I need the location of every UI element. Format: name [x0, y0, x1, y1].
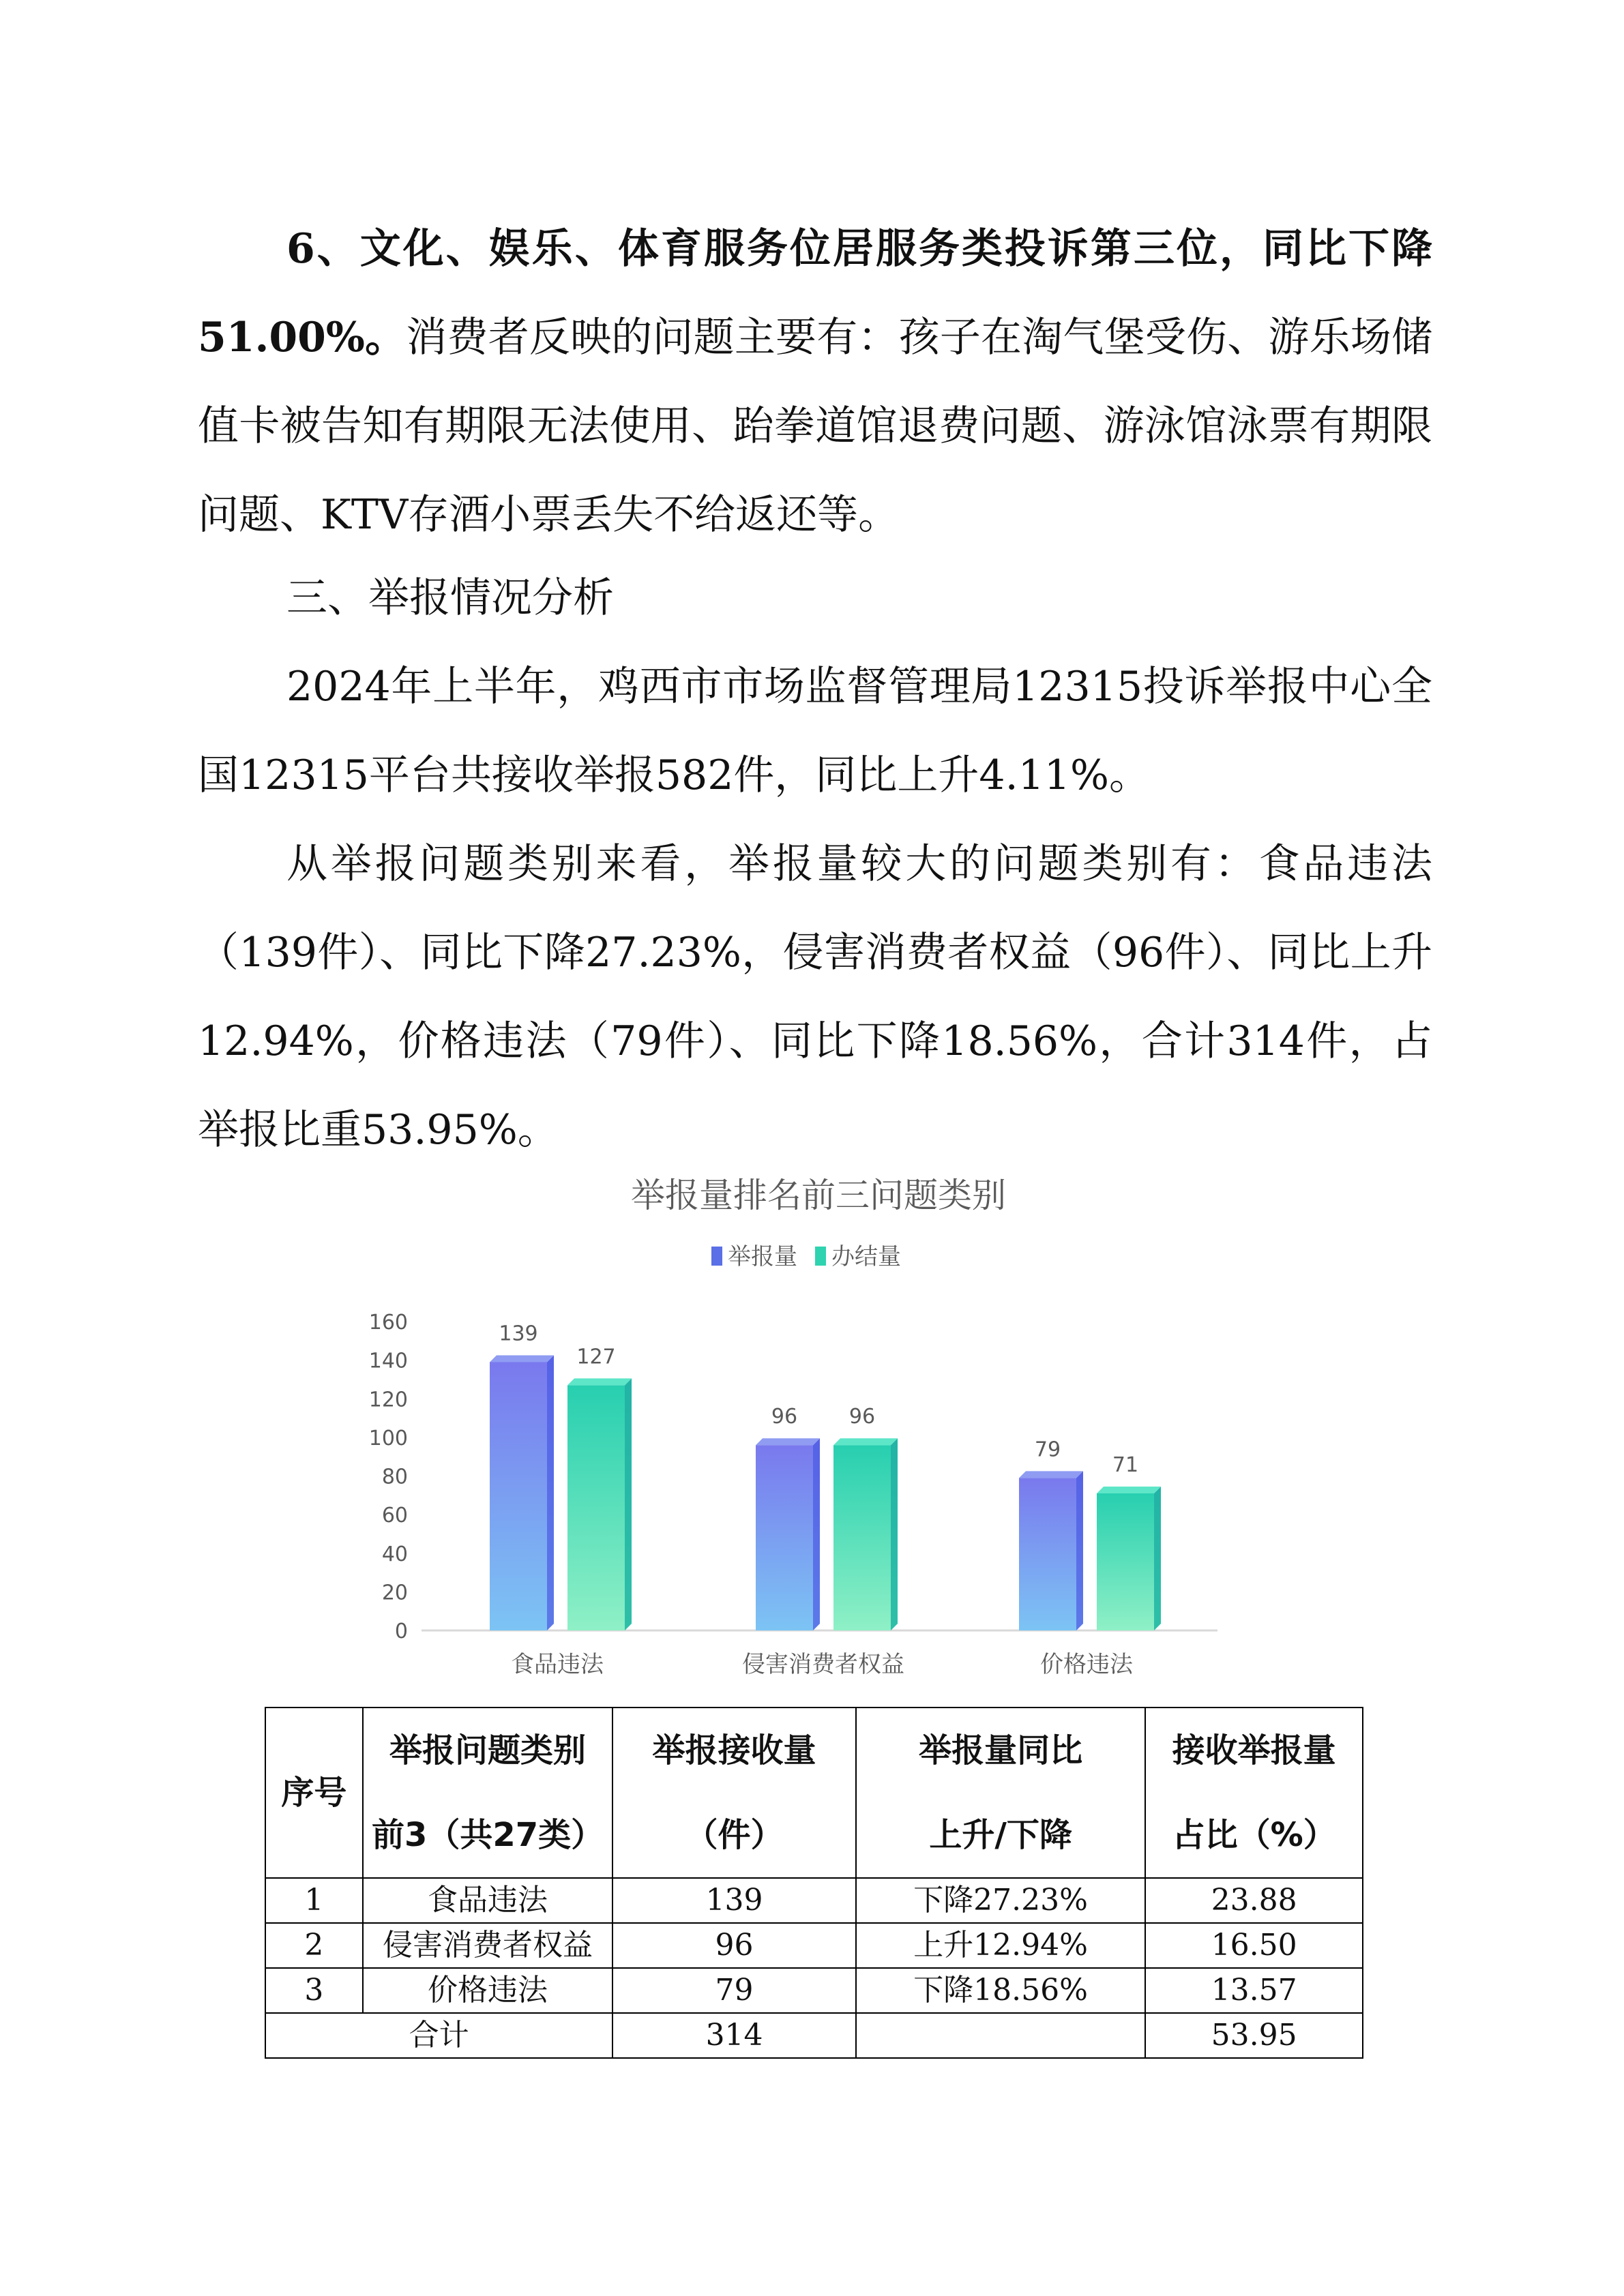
cell-share: 13.57: [1145, 1968, 1363, 2013]
legend-swatch-resolved: [815, 1247, 826, 1266]
cell-index: 3: [265, 1968, 363, 2013]
header-received-line1: 举报接收量: [652, 1731, 816, 1770]
y-tick-label: 120: [368, 1388, 408, 1412]
bar-value-label: 96: [771, 1405, 798, 1429]
section6-paragraph: [198, 205, 1432, 559]
header-yoy: [856, 1708, 1145, 1878]
cell-index: 2: [265, 1923, 363, 1968]
header-category: [363, 1708, 612, 1878]
y-tick-label: 140: [368, 1349, 408, 1373]
bars-group: [490, 1322, 1161, 1630]
bar-resolved: [833, 1438, 898, 1630]
cell-received: 139: [612, 1878, 856, 1923]
header-category-line1: 举报问题类别: [389, 1731, 587, 1770]
header-category-line2: 前3（共27类）: [371, 1816, 604, 1854]
cell-yoy: 下降27.23%: [856, 1878, 1145, 1923]
total-label: 合计: [265, 2013, 612, 2058]
total-yoy: [856, 2013, 1145, 2058]
cell-received: 96: [612, 1923, 856, 1968]
report-table: [265, 1707, 1363, 2059]
x-tick-label: 侵害消费者权益: [742, 1651, 904, 1678]
chart-title: 举报量排名前三问题类别: [631, 1176, 1006, 1215]
bar-chart: [293, 1159, 1316, 1691]
legend-swatch-reported: [711, 1247, 722, 1266]
y-axis-ticks: [369, 1311, 408, 1643]
table-row: [265, 1878, 1363, 1923]
x-tick-label: 食品违法: [511, 1651, 604, 1678]
header-share: [1145, 1708, 1363, 1878]
x-tick-label: 价格违法: [1040, 1651, 1133, 1678]
categories-paragraph: 从举报问题类别来看，举报量较大的问题类别有：食品违法（139件）、同比下降27.23%，侵害消费者权益（96件）、同比上升12.94%，价格违法（79件）、同比下降18.56%，合计314件，占举报比重53.95%。: [198, 840, 1432, 1154]
bar-value-label: 139: [499, 1322, 538, 1346]
section3-heading: 三、举报情况分析: [286, 574, 614, 622]
bar-reported: [490, 1355, 554, 1630]
y-tick-label: 40: [381, 1542, 408, 1566]
bar-chart-svg: [293, 1159, 1316, 1691]
y-tick-label: 100: [368, 1426, 408, 1450]
y-tick-label: 160: [368, 1311, 408, 1335]
y-tick-label: 80: [381, 1465, 408, 1489]
cell-index: 1: [265, 1878, 363, 1923]
cell-category: 价格违法: [363, 1968, 612, 2013]
header-received: [612, 1708, 856, 1878]
section6-lead: 6、文化、娱乐、体育服务位居服务类投诉第三位，同比下降51.00%。: [198, 225, 1432, 361]
cell-yoy: 下降18.56%: [856, 1968, 1145, 2013]
header-yoy-line1: 举报量同比: [919, 1731, 1083, 1770]
cell-category: 食品违法: [363, 1878, 612, 1923]
y-tick-label: 20: [381, 1581, 408, 1605]
cell-category: 侵害消费者权益: [363, 1923, 612, 1968]
bar-reported: [756, 1438, 820, 1630]
table-row: [265, 1968, 1363, 2013]
table-row: [265, 1923, 1363, 1968]
header-share-line1: 接收举报量: [1172, 1731, 1336, 1770]
bar-value-label: 79: [1034, 1437, 1061, 1462]
x-axis-labels: [511, 1651, 1134, 1678]
total-report-paragraph: 2024年上半年，鸡西市市场监督管理局12315投诉举报中心全国12315平台共接收举报582件，同比上升4.11%。: [198, 663, 1432, 799]
table-header-row: [265, 1708, 1363, 1878]
y-tick-label: 0: [394, 1620, 408, 1643]
bar-reported: [1019, 1471, 1083, 1630]
cell-share: 16.50: [1145, 1923, 1363, 1968]
chart-legend: [711, 1243, 901, 1270]
cell-yoy: 上升12.94%: [856, 1923, 1145, 1968]
legend-label-reported: 举报量: [728, 1243, 797, 1270]
header-share-line2: 占比（%）: [1172, 1816, 1336, 1854]
section6-text: 消费者反映的问题主要有：孩子在淘气堡受伤、游乐场储值卡被告知有期限无法使用、跆拳道馆退费问题、游泳馆泳票有期限问题、KTV存酒小票丢失不给返还等。: [198, 314, 1432, 539]
y-tick-label: 60: [381, 1504, 408, 1528]
bar-value-label: 71: [1112, 1452, 1139, 1477]
cell-received: 79: [612, 1968, 856, 2013]
bar-resolved: [567, 1378, 632, 1630]
header-index: 序号: [265, 1708, 363, 1878]
header-received-line2: （件）: [685, 1816, 784, 1854]
bar-resolved: [1097, 1487, 1161, 1630]
cell-share: 23.88: [1145, 1878, 1363, 1923]
bar-value-label: 127: [576, 1345, 616, 1369]
legend-label-resolved: 办结量: [831, 1243, 901, 1270]
header-yoy-line2: 上升/下降: [929, 1816, 1072, 1854]
total-received: 314: [612, 2013, 856, 2058]
total-share: 53.95: [1145, 2013, 1363, 2058]
bar-value-label: 96: [848, 1405, 876, 1429]
table-total-row: [265, 2013, 1363, 2058]
